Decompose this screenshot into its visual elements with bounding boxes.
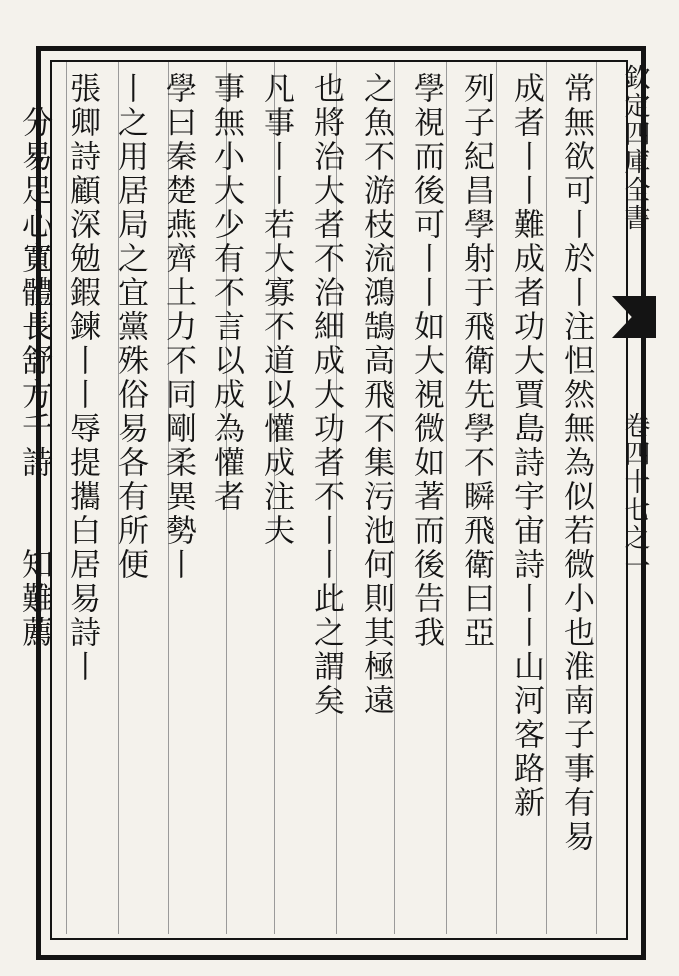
column-rule [446, 62, 447, 934]
column-rule [496, 62, 497, 934]
chapter-number: 卷四十七之一 [620, 412, 650, 580]
text-column: 丨之用居局之宜黨殊俗易各有所便 [112, 72, 148, 582]
text-column: 常無欲可丨於丨注怛然無為似若微小也淮南子事有易 [558, 72, 594, 854]
column-rule [394, 62, 395, 934]
text-column: 之魚不游枝流鴻鵠高飛不集污池何則其極遠 [358, 72, 394, 718]
text-column: 事無小大少有不言以成為懽者 [208, 72, 244, 514]
text-column: 張卿詩顧深勉鍜鍊丨丨辱提攜白居易詩丨 [64, 72, 100, 684]
column-rule [546, 62, 547, 934]
book-title: 欽定四庫全書 [620, 64, 650, 232]
text-column: 凡事丨丨若大寡不道以懽成注夫 [258, 72, 294, 548]
text-column: 丨分易足心寬體長舒方千詩丨丨知難薦 [16, 72, 52, 650]
text-column: 也將治大者不治細成大功者不丨丨此之謂矣 [308, 72, 344, 718]
text-column: 學曰秦楚燕齊土力不同剛柔異勢丨 [160, 72, 196, 582]
text-column: 成者丨丨難成者功大賈島詩宇宙詩丨丨山河客路新 [508, 72, 544, 820]
text-column: 列子紀昌學射于飛衛先學不瞬飛衛曰亞 [458, 72, 494, 650]
page-margin [612, 52, 660, 942]
text-column: 學視而後可丨丨如大視微如著而後告我 [408, 72, 444, 650]
column-rule [596, 62, 597, 934]
